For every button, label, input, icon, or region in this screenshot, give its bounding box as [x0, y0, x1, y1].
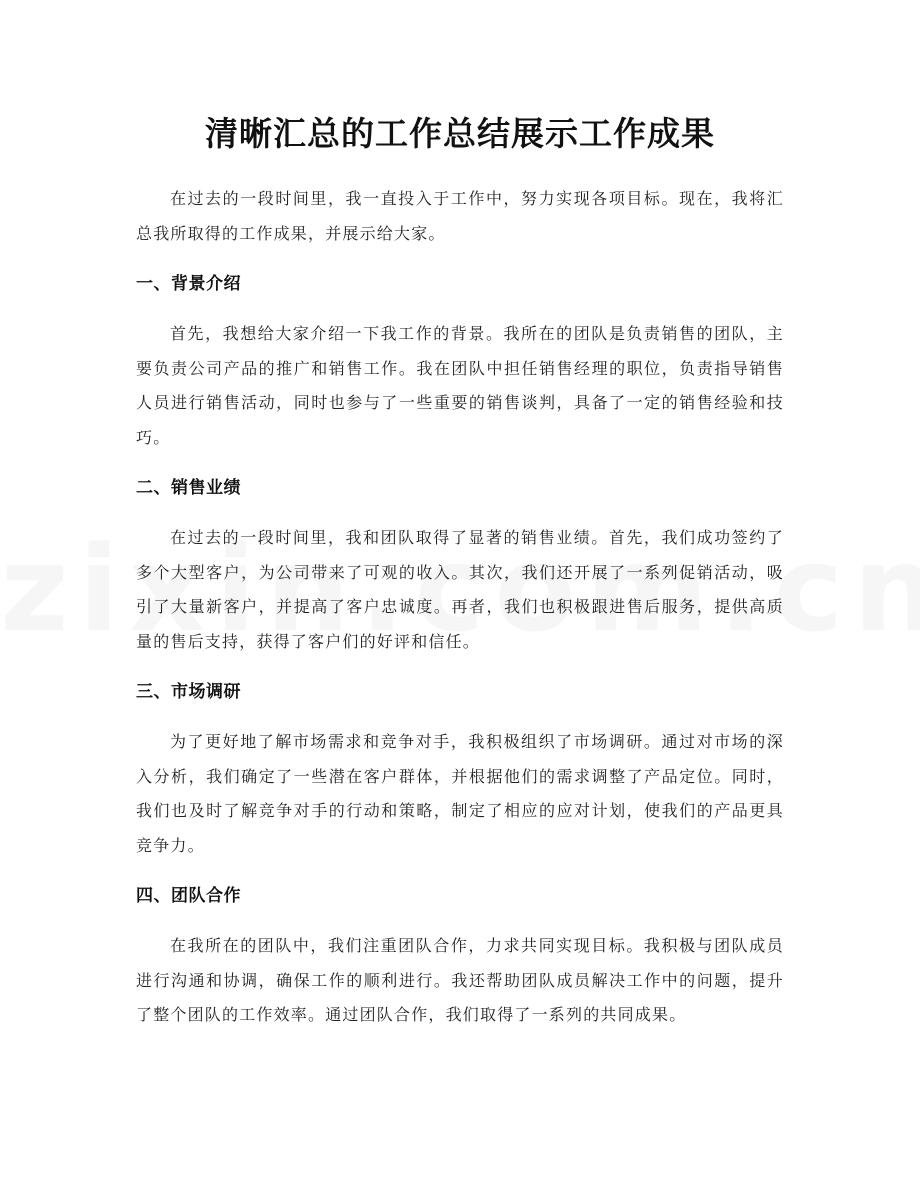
- section-heading-market-research: 三、市场调研: [136, 682, 241, 702]
- section-body-market-research: 为了更好地了解市场需求和竞争对手，我积极组织了市场调研。通过对市场的深入分析，我们确定了一些潜在客户群体，并根据他们的需求调整了产品定位。同时，我们也及时了解竞争对手的行动和策略，制定了相应的应对计划，使我们的产品更具竞争力。: [136, 732, 784, 855]
- section-body-background: 首先，我想给大家介绍一下我工作的背景。我所在的团队是负责销售的团队，主要负责公司产品的推广和销售工作。我在团队中担任销售经理的职位，负责指导销售人员进行销售活动，同时也参与了一些重要的销售谈判，具备了一定的销售经验和技巧。: [136, 324, 784, 447]
- section-body-teamwork: 在我所在的团队中，我们注重团队合作，力求共同实现目标。我积极与团队成员进行沟通和协调，确保工作的顺利进行。我还帮助团队成员解决工作中的问题，提升了整个团队的工作效率。通过团队合作，我们取得了一系列的共同成果。: [136, 936, 784, 1024]
- section-heading-teamwork: 四、团队合作: [136, 886, 241, 906]
- section-heading-sales: 二、销售业绩: [136, 478, 241, 498]
- intro-paragraph: 在过去的一段时间里，我一直投入于工作中，努力实现各项目标。现在，我将汇总我所取得的工作成果，并展示给大家。: [136, 189, 784, 243]
- page-title: 清晰汇总的工作总结展示工作成果: [205, 114, 715, 153]
- document-body: [136, 182, 784, 1033]
- section-heading-background: 一、背景介绍: [136, 274, 241, 294]
- section-body-sales: 在过去的一段时间里，我和团队取得了显著的销售业绩。首先，我们成功签约了多个大型客户，为公司带来了可观的收入。其次，我们还开展了一系列促销活动，吸引了大量新客户，并提高了客户忠诚度。再者，我们也积极跟进售后服务，提供高质量的售后支持，获得了客户们的好评和信任。: [136, 528, 784, 651]
